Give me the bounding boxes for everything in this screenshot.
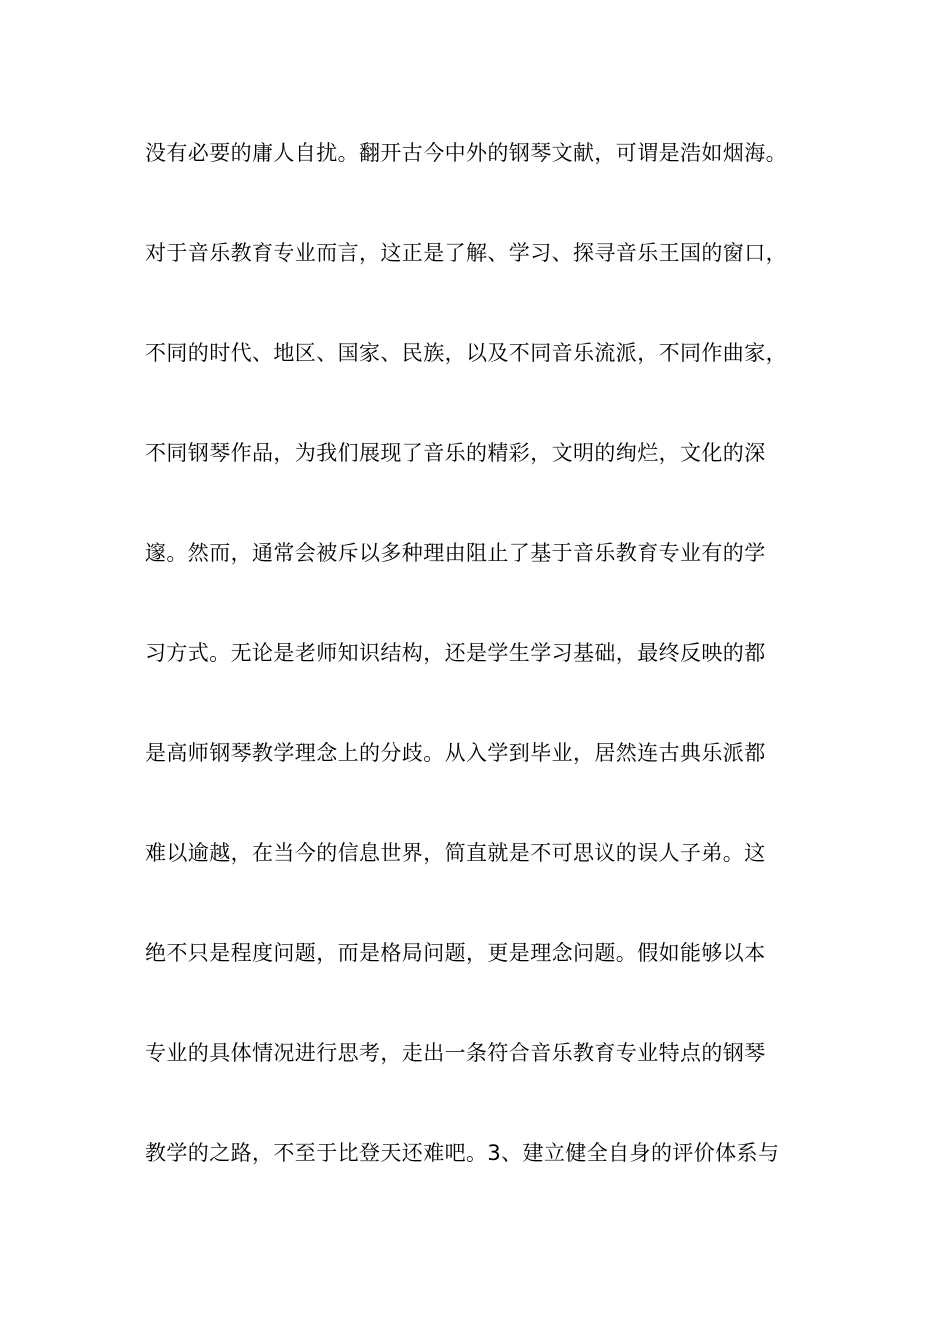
text-line: 邃。然而，通常会被斥以多种理由阻止了基于音乐教育专业有的学 [145,541,766,565]
text-line: 习方式。无论是老师知识结构，还是学生学习基础，最终反映的都 [145,641,766,665]
text-line: 是高师钢琴教学理念上的分歧。从入学到毕业，居然连古典乐派都 [145,741,766,765]
text-line: 没有必要的庸人自扰。翻开古今中外的钢琴文献，可谓是浩如烟海。 [145,141,787,165]
text-line: 难以逾越，在当今的信息世界，简直就是不可思议的误人子弟。这 [145,841,766,865]
text-line: 不同的时代、地区、国家、民族，以及不同音乐流派，不同作曲家， [145,341,787,365]
text-line: 对于音乐教育专业而言，这正是了解、学习、探寻音乐王国的窗口， [145,241,787,265]
text-line: 教学的之路，不至于比登天还难吧。3、建立健全自身的评价体系与 [145,1141,780,1165]
body-text [145,131,835,1231]
text-line: 专业的具体情况进行思考，走出一条符合音乐教育专业特点的钢琴 [145,1041,766,1065]
text-line: 不同钢琴作品，为我们展现了音乐的精彩，文明的绚烂，文化的深 [145,441,766,465]
text-line: 绝不只是程度问题，而是格局问题，更是理念问题。假如能够以本 [145,941,766,965]
